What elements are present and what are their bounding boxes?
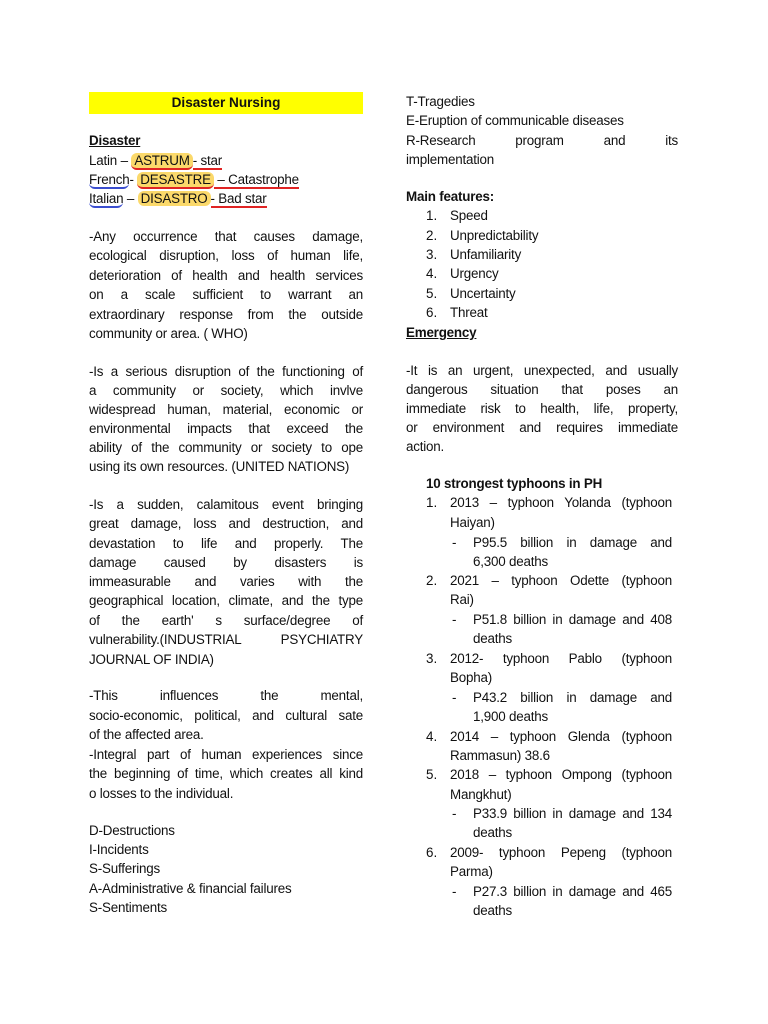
typhoon-item: 2013 – typhoon Yolanda (typhoon — [450, 495, 672, 510]
etymology-french — [89, 170, 299, 190]
etymology-sep: - — [129, 172, 138, 187]
etymology-word: ASTRUM — [131, 153, 192, 170]
list-number: 1. — [426, 208, 438, 223]
feature-item: Unfamiliarity — [450, 247, 522, 262]
emergency-line: action. — [406, 439, 445, 454]
feature-item: Speed — [450, 208, 488, 223]
definition-line: -Is a serious disruption of the functioning of — [89, 364, 363, 379]
acronym-item: S-Sufferings — [89, 861, 161, 876]
section-heading-disaster: Disaster — [89, 133, 141, 148]
definition-line: environmental impacts that exceed the — [89, 421, 363, 436]
sub-bullet: - — [452, 884, 457, 899]
list-number: 2. — [426, 573, 438, 588]
definition-line: geographical location, climate, and the type — [89, 593, 363, 608]
typhoon-item: 2018 – typhoon Ompong (typhoon — [450, 767, 672, 782]
section-heading-emergency: Emergency — [406, 325, 477, 340]
typhoon-detail: P95.5 billion in damage and — [473, 535, 672, 550]
feature-item: Uncertainty — [450, 286, 516, 301]
list-number: 4. — [426, 266, 438, 281]
list-number: 3. — [426, 247, 438, 262]
definition-line: -Is a sudden, calamitous event bringing — [89, 497, 363, 512]
etymology-sep: – — [123, 191, 138, 206]
definition-line: widespread human, material, economic or — [89, 402, 363, 417]
sub-bullet: - — [452, 612, 457, 627]
definition-line: o losses to the individual. — [89, 786, 234, 801]
etymology-sep: – — [117, 153, 132, 168]
list-number: 6. — [426, 305, 438, 320]
typhoon-item: 2021 – typhoon Odette (typhoon — [450, 573, 672, 588]
emergency-line: or environment and requires immediate — [406, 420, 678, 435]
definition-line: damage caused by disasters is — [89, 555, 363, 570]
etymology-meaning: - Bad star — [210, 191, 267, 206]
etymology-lang: French — [89, 172, 130, 187]
feature-item: Urgency — [450, 266, 499, 281]
typhoon-detail: P27.3 billion in damage and 465 — [473, 884, 672, 899]
definition-line: immeasurable and varies with the — [89, 574, 363, 589]
typhoon-item: Mangkhut) — [450, 787, 512, 802]
acronym-item: implementation — [406, 152, 495, 167]
definition-line: ability of the community or society to ope — [89, 440, 363, 455]
feature-item: Threat — [450, 305, 488, 320]
typhoon-detail: 1,900 deaths — [473, 709, 549, 724]
acronym-item: D-Destructions — [89, 823, 175, 838]
list-number: 6. — [426, 845, 438, 860]
definition-line: using its own resources. (UNITED NATIONS) — [89, 459, 350, 474]
definition-line: on a scale sufficient to warrant an — [89, 287, 363, 302]
emergency-line: immediate risk to health, life, property, — [406, 401, 678, 416]
list-number: 5. — [426, 767, 438, 782]
definition-line: the beginning of time, which creates all kind — [89, 766, 363, 781]
typhoon-item: 2014 – typhoon Glenda (typhoon — [450, 729, 672, 744]
typhoon-item: Rammasun) 38.6 — [450, 748, 550, 763]
acronym-item: E-Eruption of communicable diseases — [406, 113, 624, 128]
sub-bullet: - — [452, 806, 457, 821]
definition-line: ecological disruption, loss of human life, — [89, 248, 363, 263]
definition-line: JOURNAL OF INDIA) — [89, 652, 214, 667]
typhoon-item: Rai) — [450, 592, 474, 607]
sub-bullet: - — [452, 690, 457, 705]
etymology-lang: Italian — [89, 191, 124, 206]
typhoon-item: Bopha) — [450, 670, 492, 685]
definition-line: -Any occurrence that causes damage, — [89, 229, 363, 244]
definition-line: vulnerability.(INDUSTRIAL PSYCHIATRY — [89, 632, 363, 647]
etymology-meaning: – Catastrophe — [213, 172, 299, 187]
section-heading-typhoons: 10 strongest typhoons in PH — [426, 476, 603, 491]
emergency-line: dangerous situation that poses an — [406, 382, 678, 397]
etymology-latin — [89, 151, 222, 171]
etymology-word: DISASTRO — [138, 191, 211, 206]
typhoon-item: 2009- typhoon Pepeng (typhoon — [450, 845, 672, 860]
definition-line: -This influences the mental, — [89, 688, 363, 703]
acronym-item: S-Sentiments — [89, 900, 167, 915]
definition-line: a community or society, which invlve — [89, 383, 363, 398]
definition-line: socio-economic, political, and cultural sate — [89, 708, 363, 723]
definition-line: community or area. ( WHO) — [89, 326, 248, 341]
typhoon-detail: deaths — [473, 825, 513, 840]
list-number: 3. — [426, 651, 438, 666]
feature-item: Unpredictability — [450, 228, 539, 243]
definition-line: extraordinary response from the outside — [89, 307, 363, 322]
typhoon-detail: P51.8 billion in damage and 408 — [473, 612, 672, 627]
definition-line: -Integral part of human experiences since — [89, 747, 363, 762]
typhoon-detail: deaths — [473, 631, 513, 646]
definition-line: deterioration of health and health services — [89, 268, 363, 283]
etymology-word: DESASTRE — [137, 172, 214, 189]
page-title: Disaster Nursing — [171, 95, 281, 110]
etymology-meaning: - star — [192, 153, 222, 168]
typhoon-item: 2012- typhoon Pablo (typhoon — [450, 651, 672, 666]
etymology-italian — [89, 189, 267, 209]
list-number: 4. — [426, 729, 438, 744]
acronym-item: A-Administrative & financial failures — [89, 881, 292, 896]
typhoon-item: Parma) — [450, 864, 493, 879]
typhoon-detail: P43.2 billion in damage and — [473, 690, 672, 705]
typhoon-detail: 6,300 deaths — [473, 554, 549, 569]
list-number: 1. — [426, 495, 438, 510]
acronym-item: T-Tragedies — [406, 94, 475, 109]
emergency-line: -It is an urgent, unexpected, and usually — [406, 363, 678, 378]
definition-line: of the earth' s surface/degree of — [89, 613, 363, 628]
definition-line: devastation to life and properly. The — [89, 536, 363, 551]
acronym-item: I-Incidents — [89, 842, 149, 857]
list-number: 2. — [426, 228, 438, 243]
definition-line: great damage, loss and destruction, and — [89, 516, 363, 531]
definition-line: of the affected area. — [89, 727, 204, 742]
sub-bullet: - — [452, 535, 457, 550]
typhoon-detail: deaths — [473, 903, 513, 918]
typhoon-detail: P33.9 billion in damage and 134 — [473, 806, 672, 821]
acronym-item: R-Research program and its — [406, 133, 678, 148]
etymology-lang: Latin — [89, 153, 118, 168]
list-number: 5. — [426, 286, 438, 301]
typhoon-item: Haiyan) — [450, 515, 495, 530]
section-heading-features: Main features: — [406, 189, 494, 204]
